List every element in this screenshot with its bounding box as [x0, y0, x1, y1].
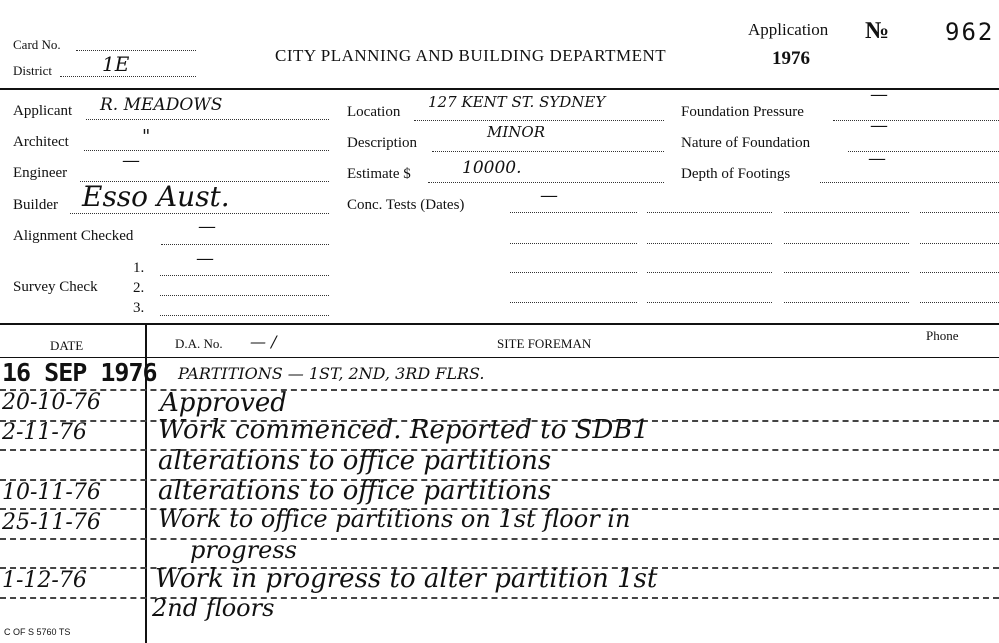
number-symbol: № [865, 18, 890, 44]
conc-line-2b [647, 243, 772, 244]
conc-tests-label: Conc. Tests (Dates) [347, 197, 465, 213]
form-code: C OF S 5760 TS [4, 627, 71, 637]
conc-line-4b [647, 302, 772, 303]
conc-tests-value: — [540, 185, 558, 206]
entry-text: alterations to office partitions [158, 446, 552, 476]
entry-date: 20-10-76 [2, 390, 101, 415]
survey-item-3: 3. [133, 300, 145, 316]
engineer-label: Engineer [13, 165, 68, 181]
conc-line-3b [647, 272, 772, 273]
application-label: Application [748, 20, 829, 39]
depth-label: Depth of Footings [681, 166, 791, 182]
conc-line-2c [784, 243, 909, 244]
district-label: District [13, 63, 52, 78]
conc-line-4d [920, 302, 999, 303]
row-divider [0, 538, 999, 540]
card-no-line [76, 50, 196, 51]
survey-label: Survey Check [13, 279, 98, 295]
foundation-pressure-label: Foundation Pressure [681, 104, 804, 120]
da-value: — / [250, 332, 277, 351]
builder-line [70, 213, 329, 214]
survey-line-1 [160, 275, 329, 276]
applicant-line [86, 119, 329, 120]
survey-item-1: 1. [133, 260, 145, 276]
survey-line-3 [160, 315, 329, 316]
row-divider [0, 389, 999, 391]
builder-value: Esso Aust. [82, 180, 230, 213]
architect-label: Architect [13, 134, 69, 150]
architect-value: " [142, 126, 151, 147]
site-foreman-header: SITE FOREMAN [497, 336, 592, 351]
conc-line-3a [510, 272, 637, 273]
entry-date: 1-12-76 [2, 568, 87, 593]
location-value: 127 KENT ST. SYDNEY [428, 93, 606, 111]
alignment-label: Alignment Checked [13, 228, 134, 244]
conc-line-3c [784, 272, 909, 273]
location-label: Location [347, 104, 401, 120]
entry-text: progress [190, 536, 297, 564]
conc-line-2d [920, 243, 999, 244]
entry-text: Work commenced. Reported to SDB1 [158, 415, 649, 445]
entry-text: Work to office partitions on 1st floor in [158, 505, 631, 533]
application-year: 1976 [772, 48, 810, 69]
foundation-pressure-value: — [870, 84, 888, 105]
description-label: Description [347, 135, 417, 151]
conc-line-3d [920, 272, 999, 273]
conc-line-1b [647, 212, 772, 213]
applicant-value: R. MEADOWS [100, 95, 223, 115]
top-rule [0, 88, 999, 90]
da-label: D.A. No. [175, 336, 223, 351]
conc-line-1c [784, 212, 909, 213]
engineer-value: — [122, 150, 140, 171]
entry-text: 2nd floors [152, 594, 275, 622]
department-title: CITY PLANNING AND BUILDING DEPARTMENT [275, 46, 667, 65]
card-no-label: Card No. [13, 37, 61, 52]
description-line [432, 151, 664, 152]
entry-date: 25-11-76 [2, 510, 101, 535]
depth-value: — [868, 148, 886, 169]
location-line [414, 120, 664, 121]
district-value: 1E [102, 52, 130, 76]
estimate-label: Estimate $ [347, 166, 411, 182]
row-divider [0, 597, 999, 599]
entry-text: PARTITIONS — 1ST, 2ND, 3RD FLRS. [178, 364, 485, 383]
date-header: DATE [50, 338, 84, 353]
conc-line-4c [784, 302, 909, 303]
application-number: 962 [945, 18, 995, 46]
applicant-label: Applicant [13, 103, 73, 119]
alignment-line [161, 244, 329, 245]
survey-line-2 [160, 295, 329, 296]
survey-item-2: 2. [133, 280, 145, 296]
entry-date: 10-11-76 [2, 480, 101, 505]
district-line [60, 76, 196, 77]
conc-line-4a [510, 302, 637, 303]
phone-label: Phone [926, 328, 959, 343]
entry-text: Approved [160, 388, 287, 418]
conc-line-1a [510, 212, 637, 213]
survey-value-1: — [196, 248, 214, 269]
nature-value: — [870, 115, 888, 136]
alignment-value: — [198, 216, 216, 237]
description-value: MINOR [487, 123, 546, 141]
architect-line [84, 150, 329, 151]
estimate-line [428, 182, 664, 183]
builder-label: Builder [13, 197, 58, 213]
estimate-value: 10000. [462, 158, 522, 178]
log-top-rule [0, 323, 999, 325]
depth-line [820, 182, 999, 183]
entry-date: 2-11-76 [2, 420, 87, 445]
entry-date: 16 SEP 1976 [2, 358, 157, 387]
entry-text: alterations to office partitions [158, 476, 552, 506]
entry-text: Work in progress to alter partition 1st [155, 564, 658, 594]
conc-line-1d [920, 212, 999, 213]
foundation-pressure-line [833, 120, 999, 121]
nature-label: Nature of Foundation [681, 135, 811, 151]
conc-line-2a [510, 243, 637, 244]
